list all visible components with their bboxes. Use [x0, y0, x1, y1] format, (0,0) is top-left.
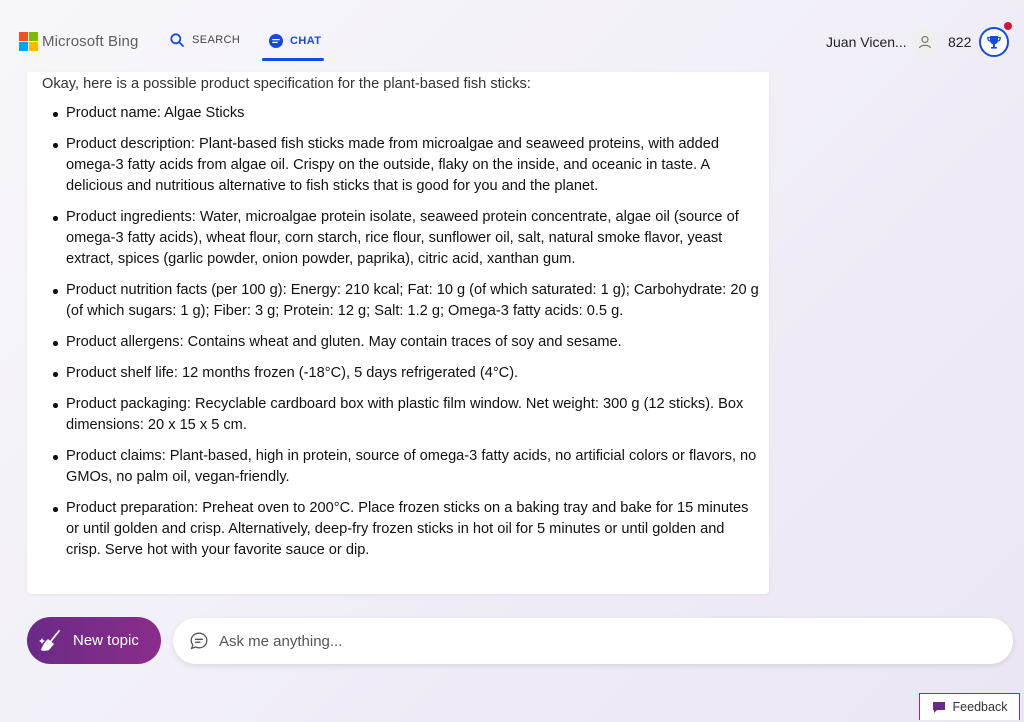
tab-search[interactable] — [170, 33, 240, 47]
rewards-trophy-icon[interactable] — [979, 27, 1009, 57]
list-item: Product claims: Plant-based, high in protein, source of omega-3 fatty acids, no artificial colors or flavors, no GMOs, no palm oil, vegan-friendly. — [42, 446, 762, 488]
user-icon[interactable] — [912, 29, 938, 55]
list-item: Product allergens: Contains wheat and gluten. May contain traces of soy and sesame. — [42, 332, 762, 353]
tab-chat[interactable] — [268, 33, 321, 49]
list-item: Product packaging: Recyclable cardboard box with plastic film window. Net weight: 300 g (12 sticks). Box dimensions: 20 x 15 x 5 cm. — [42, 394, 762, 436]
list-item: Product preparation: Preheat oven to 200°C. Place frozen sticks on a baking tray and bake for 15 minutes or until golden and crisp. Alternatively, deep-fry frozen sticks in hot oil for 5 minutes or until golden and crisp. Serve hot with your favorite sauce or dip. — [42, 498, 762, 561]
feedback-icon — [932, 701, 946, 714]
feedback-label: Feedback — [952, 700, 1008, 714]
chat-response-card — [27, 72, 769, 594]
ask-input[interactable] — [219, 633, 979, 650]
feedback-button[interactable] — [919, 693, 1020, 720]
search-icon — [170, 33, 184, 47]
chat-icon — [268, 33, 284, 49]
tab-chat-label: CHAT — [290, 35, 322, 47]
response-intro: Okay, here is a possible product specification for the plant-based fish sticks: — [42, 76, 531, 92]
chat-bubble-icon — [189, 631, 209, 651]
broom-icon — [38, 628, 64, 654]
top-bar — [0, 0, 1024, 72]
rewards-points[interactable]: 822 — [948, 34, 972, 50]
active-tab-indicator — [262, 58, 324, 61]
tab-search-label: SEARCH — [192, 34, 241, 46]
brand-name: Microsoft Bing — [42, 33, 139, 50]
ask-box[interactable] — [173, 618, 1013, 664]
list-item: Product description: Plant-based fish sticks made from microalgae and seaweed proteins, with added omega-3 fatty acids from algae oil. Crispy on the outside, flaky on the inside, and oceanic in taste. A delicious and nutritious alternative to fish sticks that is good for you and the planet. — [42, 134, 762, 197]
list-item: Product name: Algae Sticks — [42, 103, 762, 124]
notification-dot — [1004, 22, 1012, 30]
list-item: Product ingredients: Water, microalgae protein isolate, seaweed protein concentrate, algae oil (source of omega-3 fatty acids), wheat flour, corn starch, rice flour, sunflower oil, salt, natural smoke flavor, yeast extract, spices (garlic powder, onion powder, paprika), citric acid, xanthan gum. — [42, 207, 762, 270]
list-item: Product shelf life: 12 months frozen (-18°C), 5 days refrigerated (4°C). — [42, 363, 762, 384]
new-topic-button[interactable] — [27, 617, 161, 664]
user-name[interactable]: Juan Vicen... — [826, 34, 907, 50]
bing-logo-icon — [19, 32, 38, 51]
bing-logo[interactable] — [19, 32, 138, 51]
spec-list — [42, 103, 767, 571]
list-item: Product nutrition facts (per 100 g): Energy: 210 kcal; Fat: 10 g (of which saturated: 1 g); Carbohydrate: 20 g (of which sugars: 1 g); Fiber: 3 g; Protein: 12 g; Salt: 1.2 g; Omega-3 fatty acids: 0.5 g. — [42, 280, 762, 322]
new-topic-label: New topic — [73, 632, 139, 649]
